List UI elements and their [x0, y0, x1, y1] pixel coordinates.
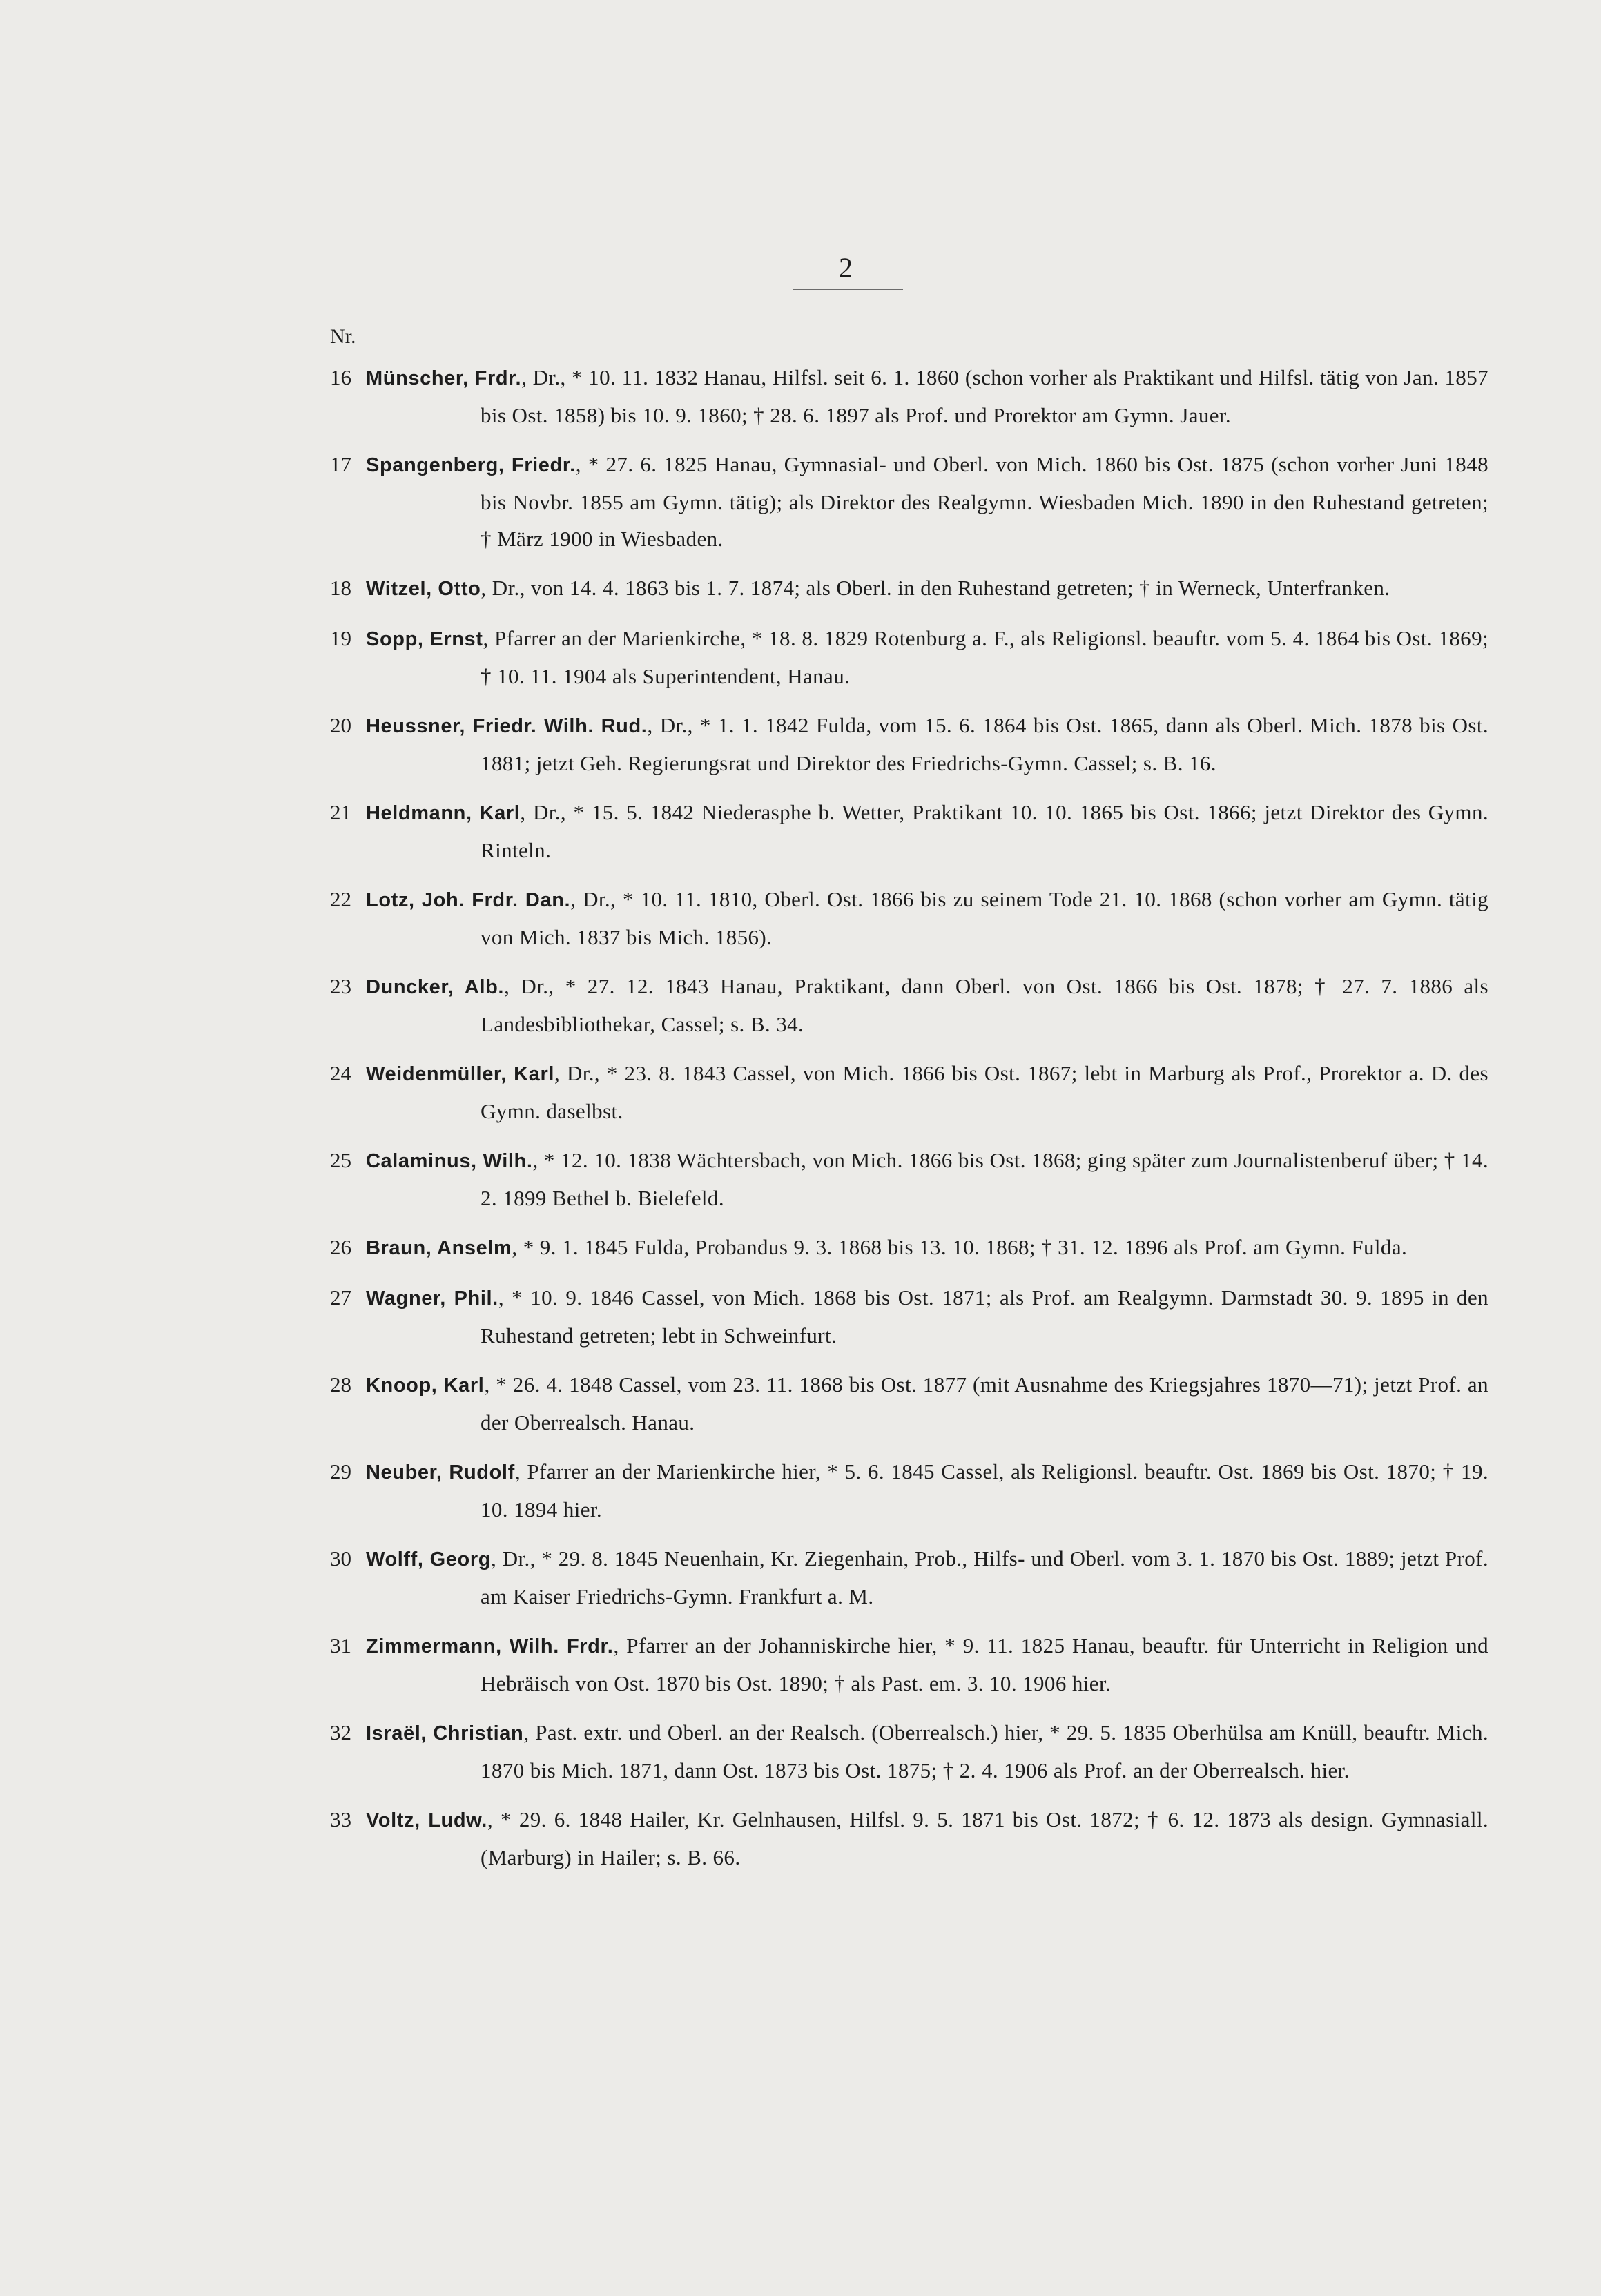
list-item [0, 1142, 1601, 1216]
entry-name: Witzel, Otto [366, 578, 481, 600]
entry-details: , * 9. 1. 1845 Fulda, Probandus 9. 3. 1868 bis 13. 10. 1868; † 31. 12. 1896 als Prof. am Gymn. Fulda. [512, 1235, 1408, 1259]
entry-number: 24 [330, 1061, 351, 1085]
entry-text [366, 1229, 1488, 1267]
entry-details: , Dr., * 15. 5. 1842 Niederasphe b. Wetter, Praktikant 10. 10. 1865 bis Ost. 1866; jetzt Direktor des Gymn. Rinteln. [481, 800, 1488, 862]
entry-text [366, 794, 1488, 868]
list-item [0, 620, 1601, 694]
list-item [0, 968, 1601, 1042]
entry-details: , * 10. 9. 1846 Cassel, von Mich. 1868 bis Ost. 1871; als Prof. am Realgymn. Darmstadt 30. 9. 1895 in den Ruhestand getreten; lebt in Schweinfurt. [481, 1285, 1488, 1348]
entry-number: 32 [330, 1720, 351, 1744]
entry-name: Wolff, Georg [366, 1548, 492, 1570]
entry-name: Duncker, Alb. [366, 976, 505, 998]
entry-details: , Dr., * 29. 8. 1845 Neuenhain, Kr. Ziegenhain, Prob., Hilfs- und Oberl. vom 3. 1. 1870 bis Ost. 1889; jetzt Prof. am Kaiser Friedrichs-Gymn. Frankfurt a. M. [481, 1546, 1488, 1608]
entry-name: Sopp, Ernst [366, 628, 483, 650]
entry-text [366, 1366, 1488, 1441]
entry-number: 25 [330, 1148, 351, 1172]
entry-text [366, 1142, 1488, 1216]
entry-text [366, 1279, 1488, 1354]
list-item [0, 446, 1601, 557]
list-item [0, 359, 1601, 434]
page-number-rule [793, 289, 903, 290]
entry-text [366, 620, 1488, 694]
entry-number: 19 [330, 626, 351, 650]
entry-name: Knoop, Karl [366, 1374, 485, 1397]
entry-text [366, 359, 1488, 434]
entry-number: 30 [330, 1546, 351, 1570]
list-item [0, 1366, 1601, 1441]
entry-details: , Pfarrer an der Marienkirche hier, * 5. 6. 1845 Cassel, als Religionsl. beauftr. Ost. 1869 bis Ost. 1870; † 19. 10. 1894 hier. [481, 1459, 1488, 1521]
entry-details: , Pfarrer an der Johanniskirche hier, * 9. 11. 1825 Hanau, beauftr. für Unterricht in Religion und Hebräisch von Ost. 1870 bis Ost. 1890; † als Past. em. 3. 10. 1906 hier. [481, 1633, 1489, 1695]
list-item [0, 881, 1601, 955]
entry-number: 31 [330, 1633, 351, 1657]
entry-details: , * 26. 4. 1848 Cassel, vom 23. 11. 1868 bis Ost. 1877 (mit Ausnahme des Kriegsjahres 1870—71); jetzt Prof. an der Oberrealsch. Hanau. [481, 1372, 1488, 1434]
entry-details: , Dr., von 14. 4. 1863 bis 1. 7. 1874; als Oberl. in den Ruhestand getreten; † in Werneck, Unterfranken. [481, 576, 1390, 600]
list-item [0, 1540, 1601, 1615]
entry-number: 22 [330, 887, 351, 911]
entry-text [366, 1540, 1488, 1615]
column-label-nr: Nr. [330, 325, 356, 348]
entry-name: Heussner, Friedr. Wilh. Rud. [366, 715, 648, 737]
entry-number: 27 [330, 1285, 351, 1310]
entry-details: , Dr., * 10. 11. 1832 Hanau, Hilfsl. seit 6. 1. 1860 (schon vorher als Praktikant und Hilfsl. tätig von Jan. 1857 bis Ost. 1858) bis 10. 9. 1860; † 28. 6. 1897 als Prof. und Prorektor am Gymn. Jauer. [481, 365, 1488, 427]
list-item [0, 1229, 1601, 1267]
entry-name: Münscher, Frdr. [366, 367, 522, 389]
entry-number: 20 [330, 713, 351, 737]
entry-name: Spangenberg, Friedr. [366, 454, 576, 476]
entry-number: 18 [330, 576, 351, 600]
entry-details: , * 27. 6. 1825 Hanau, Gymnasial- und Oberl. von Mich. 1860 bis Ost. 1875 (schon vorher Juni 1848 bis Novbr. 1855 am Gymn. tätig); als Direktor des Realgymn. Wiesbaden Mich. 1890 in den Ruhestand getreten; † März 1900 in Wiesbaden. [481, 452, 1488, 551]
entry-number: 17 [330, 452, 351, 476]
entry-details: , * 29. 6. 1848 Hailer, Kr. Gelnhausen, Hilfsl. 9. 5. 1871 bis Ost. 1872; † 6. 12. 1873 als design. Gymnasiall. (Marburg) in Hailer; s. B. 66. [481, 1807, 1488, 1869]
entry-text [366, 1055, 1488, 1129]
entry-text [366, 707, 1488, 781]
entry-number: 33 [330, 1807, 351, 1831]
entry-number: 28 [330, 1372, 351, 1397]
entry-name: Israël, Christian [366, 1722, 524, 1744]
entry-details: , Past. extr. und Oberl. an der Realsch. (Oberrealsch.) hier, * 29. 5. 1835 Oberhülsa am Knüll, beauftr. Mich. 1870 bis Mich. 1871, dann Ost. 1873 bis Ost. 1875; † 2. 4. 1906 als Prof. an der Oberrealsch. hier. [481, 1720, 1488, 1782]
list-item [0, 1627, 1601, 1702]
list-item [0, 1279, 1601, 1354]
entry-number: 21 [330, 800, 351, 824]
entry-number: 26 [330, 1235, 351, 1259]
page-number: 2 [839, 252, 853, 283]
entry-text [366, 1453, 1488, 1528]
entry-text [366, 1714, 1488, 1789]
entry-details: , * 12. 10. 1838 Wächtersbach, von Mich. 1866 bis Ost. 1868; ging später zum Journalistenberuf über; † 14. 2. 1899 Bethel b. Bielefeld. [481, 1148, 1488, 1210]
entry-details: , Dr., * 23. 8. 1843 Cassel, von Mich. 1866 bis Ost. 1867; lebt in Marburg als Prof., Prorektor a. D. des Gymn. daselbst. [481, 1061, 1488, 1123]
entry-text [366, 968, 1488, 1042]
list-item [0, 570, 1601, 607]
entry-number: 23 [330, 974, 351, 998]
entry-name: Wagner, Phil. [366, 1287, 498, 1310]
entry-name: Heldmann, Karl [366, 802, 521, 824]
entry-number: 29 [330, 1459, 351, 1483]
list-item [0, 1055, 1601, 1129]
entry-details: , Dr., * 10. 11. 1810, Oberl. Ost. 1866 bis zu seinem Tode 21. 10. 1868 (schon vorher am Gymn. tätig von Mich. 1837 bis Mich. 1856). [481, 887, 1488, 949]
entry-details: , Pfarrer an der Marienkirche, * 18. 8. 1829 Rotenburg a. F., als Religionsl. beauftr. vom 5. 4. 1864 bis Ost. 1869; † 10. 11. 1904 als Superintendent, Hanau. [481, 626, 1488, 688]
entry-text [366, 570, 1488, 607]
entry-text [366, 1801, 1488, 1876]
entry-name: Voltz, Ludw. [366, 1809, 487, 1831]
entry-name: Braun, Anselm [366, 1237, 512, 1259]
entry-text [366, 1627, 1488, 1702]
entry-details: , Dr., * 27. 12. 1843 Hanau, Praktikant, dann Oberl. von Ost. 1866 bis Ost. 1878; † 27. 7. 1886 als Landesbibliothekar, Cassel; s. B. 34. [481, 974, 1488, 1036]
list-item [0, 1801, 1601, 1876]
list-item [0, 794, 1601, 868]
entry-name: Calaminus, Wilh. [366, 1150, 533, 1172]
entry-name: Zimmermann, Wilh. Frdr. [366, 1635, 614, 1657]
entry-list [0, 359, 1601, 1888]
entry-text [366, 446, 1488, 557]
list-item [0, 1453, 1601, 1528]
list-item [0, 1714, 1601, 1789]
entry-text [366, 881, 1488, 955]
entry-details: , Dr., * 1. 1. 1842 Fulda, vom 15. 6. 1864 bis Ost. 1865, dann als Oberl. Mich. 1878 bis Ost. 1881; jetzt Geh. Regierungsrat und Direktor des Friedrichs-Gymn. Cassel; s. B. 16. [481, 713, 1488, 775]
entry-name: Neuber, Rudolf [366, 1461, 515, 1483]
entry-number: 16 [330, 365, 351, 389]
entry-name: Weidenmüller, Karl [366, 1063, 554, 1085]
list-item [0, 707, 1601, 781]
entry-name: Lotz, Joh. Frdr. Dan. [366, 889, 571, 911]
